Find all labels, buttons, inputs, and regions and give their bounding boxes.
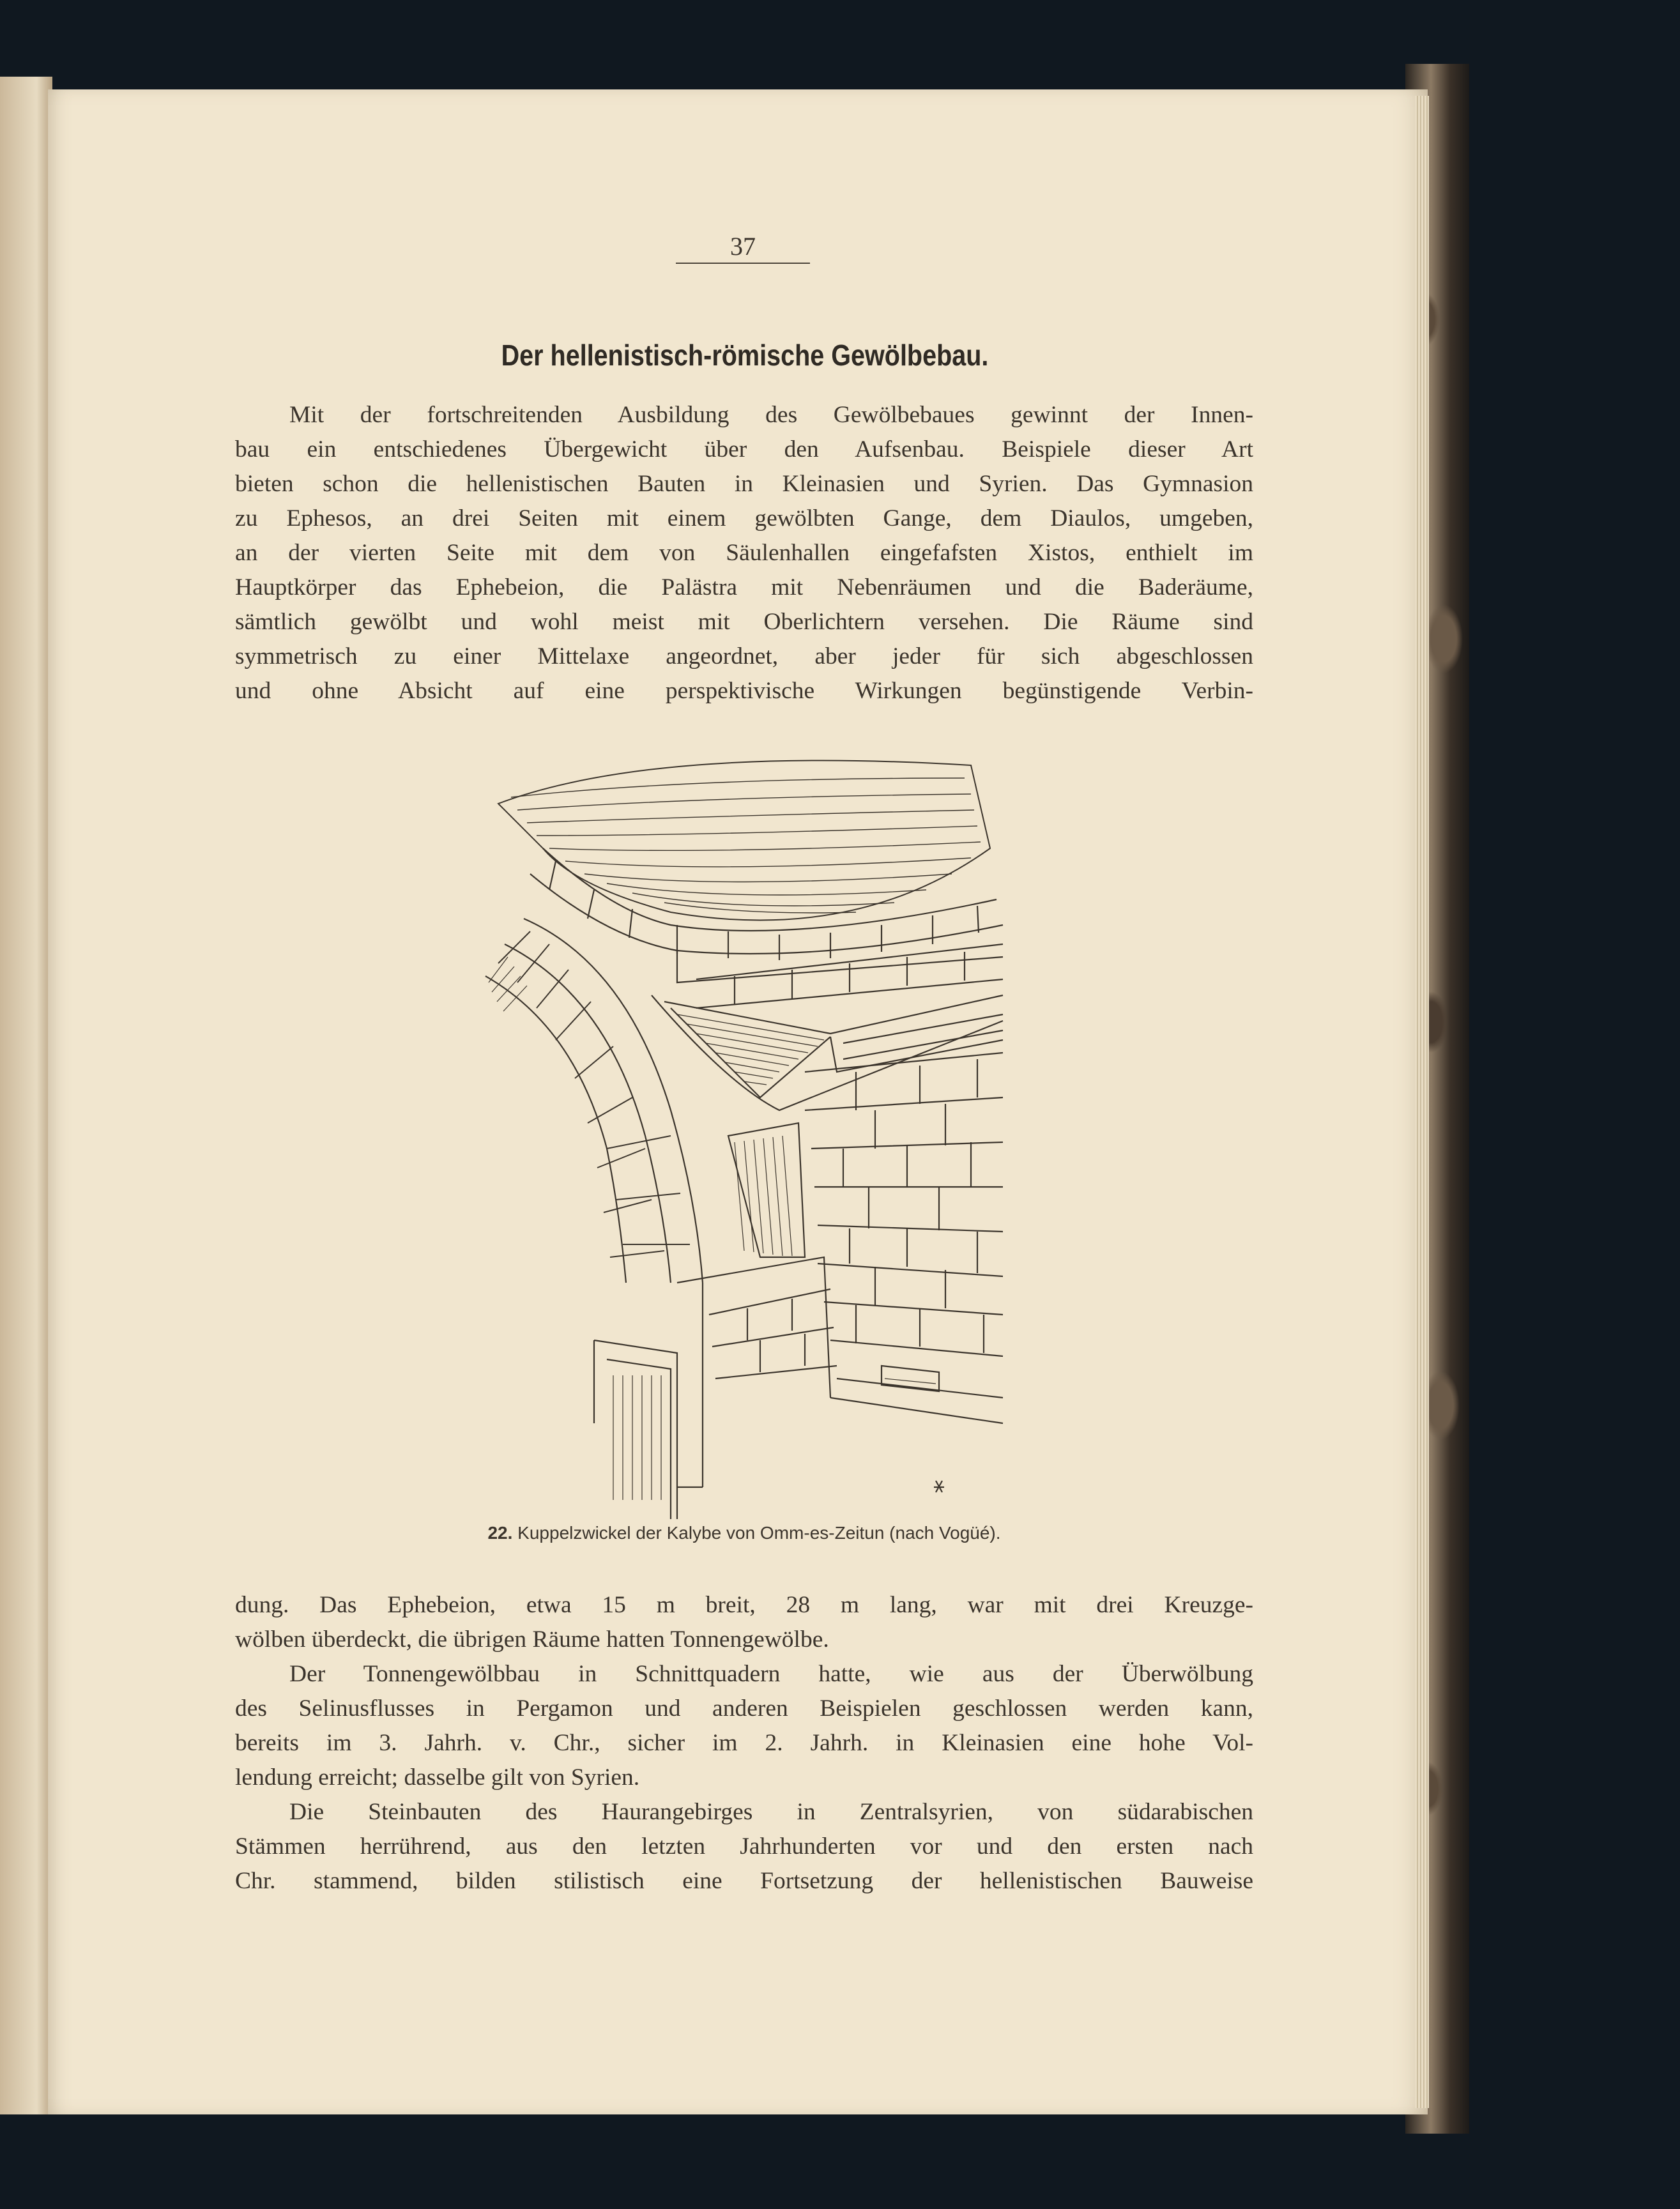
text-line: an der vierten Seite mit dem von Säulenhallen eingefafsten Xistos, enthielt im [235, 540, 1253, 566]
text-line: Stämmen herrührend, aus den letzten Jahrhunderten vor und den ersten nach [235, 1833, 1253, 1860]
figure-number: 22. [487, 1523, 513, 1543]
text-line: Chr. stammend, bilden stilistisch eine Fortsetzung der hellenistischen Bauweise [235, 1868, 1253, 1894]
paragraph-4 [235, 1795, 1253, 1899]
text-line: Die Steinbauten des Haurangebirges in Zentralsyrien, von südarabischen [289, 1799, 1253, 1825]
text-line: Hauptkörper das Ephebeion, die Palästra mit Nebenräumen und die Baderäume, [235, 574, 1253, 600]
page-stack-edge [1415, 96, 1429, 2108]
text-line: sämtlich gewölbt und wohl meist mit Oberlichtern versehen. Die Räume sind [235, 609, 1253, 635]
figure-caption [396, 1520, 1092, 1546]
text-line: bieten schon die hellenistischen Bauten in Kleinasien und Syrien. Das Gymnasion [235, 471, 1253, 497]
text-line: Der Tonnengewölbbau in Schnittquadern hatte, wie aus der Überwölbung [289, 1661, 1253, 1687]
page-number-rule [676, 263, 810, 264]
figure-caption-text: Kuppelzwickel der Kalybe von Omm-es-Zeitun (nach Vogüé). [517, 1523, 1001, 1543]
text-line: bau ein entschiedenes Übergewicht über den Aufsenbau. Beispiele dieser Art [235, 436, 1253, 462]
paragraph-1 [235, 398, 1253, 708]
text-line: dung. Das Ephebeion, etwa 15 m breit, 28 m lang, war mit drei Kreuzge- [235, 1592, 1253, 1618]
text-line: lendung erreicht; dasselbe gilt von Syrien. [235, 1764, 640, 1791]
text-line: und ohne Absicht auf eine perspektivische Wirkungen begünstigende Verbin- [235, 678, 1253, 704]
text-line: symmetrisch zu einer Mittelaxe angeordnet, aber jeder für sich abgeschlossen [235, 643, 1253, 669]
paragraph-2 [235, 1588, 1253, 1657]
paragraph-3 [235, 1657, 1253, 1795]
text-line: bereits im 3. Jahrh. v. Chr., sicher im 2. Jahrh. in Kleinasien eine hohe Vol- [235, 1730, 1253, 1756]
text-line: Mit der fortschreitenden Ausbildung des Gewölbebaues gewinnt der Innen- [289, 402, 1253, 428]
text-line: des Selinusflusses in Pergamon und anderen Beispielen geschlossen werden kann, [235, 1695, 1253, 1722]
text-line: wölben überdeckt, die übrigen Räume hatten Tonnengewölbe. [235, 1626, 829, 1653]
left-page-edge [0, 77, 52, 2114]
page-number: 37 [730, 232, 756, 261]
figure-illustration [460, 753, 1016, 1519]
text-line: zu Ephesos, an drei Seiten mit einem gewölbten Gange, dem Diaulos, umgeben, [235, 505, 1253, 531]
section-heading: Der hellenistisch-römische Gewölbebau. [501, 339, 989, 372]
